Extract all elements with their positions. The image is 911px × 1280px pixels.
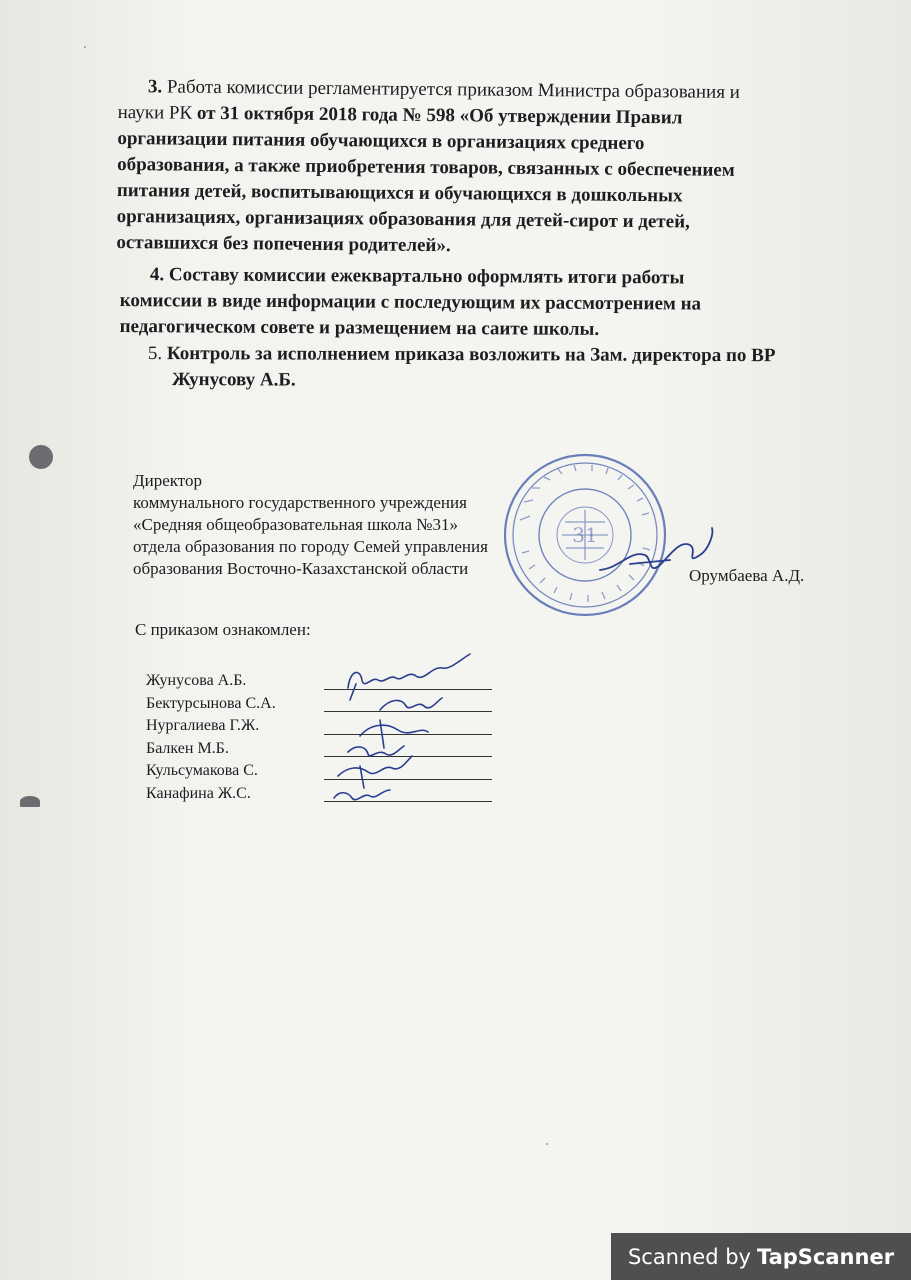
paragraph-line: образования, а также приобретения товаров, связанных с обеспечением [117,153,735,181]
paragraph-line: науки РК [117,101,193,124]
director-org-line: «Средняя общеобразовательная школа №31» [133,515,458,534]
speck [546,1143,548,1145]
director-title: Директор [133,471,202,490]
paragraph-line: от 31 октября 2018 года № 598 «Об утверждении Правил [196,102,683,129]
acknowledgement-name: Кульсумакова С. [146,762,258,779]
paragraph-5 [148,341,776,395]
punch-hole-top [29,445,53,469]
svg-text:31: 31 [572,523,598,547]
director-org-line: коммунального государственного учреждения [133,493,467,512]
paragraph-line: организации питания обучающихся в организациях среднего [117,127,645,155]
acknowledgement-signatures [320,640,500,820]
speck [84,46,86,48]
paragraph-4 [120,262,702,344]
paragraph-3 [116,74,858,263]
watermark-prefix: Scanned by [627,1244,751,1269]
watermark-brand: TapScanner [756,1244,895,1269]
director-org-line: отдела образования по городу Семей управления [133,537,488,556]
paragraph-number: 5. [147,343,163,365]
paragraph-line: организациях, организациях образования для детей-сирот и детей, [116,205,690,233]
acknowledgement-name: Балкен М.Б. [146,739,229,757]
director-block [133,470,488,580]
paragraph-line: Контроль за исполнением приказа возложить на Зам. директора по ВР [166,343,776,367]
paragraph-line: Составу комиссии ежеквартально оформлять итоги работы [168,264,685,289]
paragraph-line: питания детей, воспитывающихся и обучающихся в дошкольных [116,179,683,207]
punch-hole-bottom [20,796,40,807]
director-signature [590,520,720,590]
paragraph-line: педагогическом совете и размещением на саите школы. [119,315,600,340]
acknowledgement-name: Нургалиева Г.Ж. [146,717,260,734]
scanner-watermark-badge [611,1233,911,1280]
paragraph-number: 4. [149,264,165,286]
paragraph-line: оставшихся без попечения родителей». [116,231,451,257]
acknowledgement-name: Канафина Ж.С. [146,784,251,802]
paragraph-line: Жунусову А.Б. [171,369,296,391]
acknowledgement-title: С приказом ознакомлен: [135,620,311,639]
acknowledgement-name: Жунусова А.Б. [146,672,247,689]
paragraph-line: Работа комиссии регламентируется приказом Министра образования и [166,76,741,103]
paragraph-number: 3. [147,76,163,98]
director-org-line: образования Восточно-Казахстанской области [133,559,469,578]
director-name: Орумбаева А.Д. [689,566,805,585]
acknowledgement-name: Бектурсынова С.А. [146,694,276,712]
paragraph-line: комисcии в виде информации с последующим их рассмотрением на [119,289,702,315]
